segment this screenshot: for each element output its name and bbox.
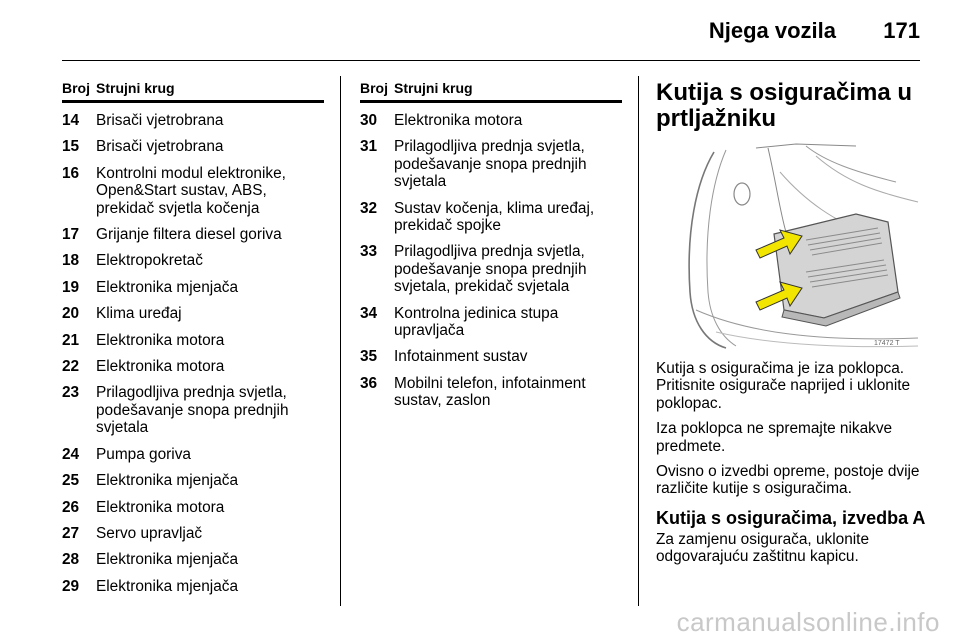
fuse-number: 33 [360,243,378,261]
fuse-circuit: Elektronika motora [96,331,225,349]
fuse-circuit: Sustav kočenja, klima uređaj, prekidač spojke [394,199,595,235]
table-row [62,551,324,568]
fuse-number: 20 [62,305,80,323]
fuse-circuit: Grijanje filtera diesel goriva [96,226,282,244]
fuse-number: 36 [360,374,378,392]
table-row [62,525,324,542]
fuse-number: 28 [62,551,80,569]
fuse-table-right [360,80,622,410]
paragraph: Za zamjenu osigurača, uklonite odgovarajuću zaštitnu kapicu. [656,530,870,566]
watermark: carmanualsonline.info [676,607,940,637]
fuse-number: 23 [62,384,80,402]
table-row [62,226,324,243]
table-row [62,138,324,155]
fuse-number: 30 [360,112,378,129]
table-row [62,384,324,436]
table-row [62,279,324,296]
fuse-number: 14 [62,112,80,129]
fuse-circuit: Prilagodljiva prednja svjetla, podešavanje snopa prednjih svjetala [394,138,587,191]
paragraph: Kutija s osiguračima je iza poklopca. Pritisnite osigurače naprijed i uklonite poklopac. [656,360,911,412]
fuse-circuit: Elektronika motora [96,358,225,376]
fuse-number: 22 [62,358,80,376]
fuse-number: 21 [62,331,80,349]
fuse-number: 15 [62,138,80,156]
fuse-circuit: Mobilni telefon, infotainment sustav, zaslon [394,374,586,410]
col-header-number: Broj [360,80,388,96]
fuse-number: 35 [360,348,378,366]
page-number: 171 [883,18,920,43]
table-row [360,243,622,295]
fuse-number: 32 [360,199,378,217]
table-row [62,578,324,595]
column-divider [340,76,341,606]
trunk-fusebox-illustration [656,142,920,350]
figure-label: 17472 T [874,340,900,347]
fuse-circuit: Kontrolna jedinica stupa upravljača [394,304,559,340]
section-title: Kutija s osiguračima u prtljažniku [656,79,913,132]
fuse-number: 26 [62,498,80,516]
table-row [360,112,622,129]
fuse-circuit: Kontrolni modul elektronike, Open&Start sustav, ABS, prekidač svjetla kočenja [96,164,286,217]
col-header-circuit: Strujni krug [394,80,473,96]
table-row [360,138,622,190]
subsection-title: Kutija s osiguračima, izvedba A [656,507,926,528]
table-row [360,348,622,365]
table-header [360,80,622,103]
fuse-number: 19 [62,278,80,296]
table-row [360,305,622,340]
fuse-circuit: Prilagodljiva prednja svjetla, podešavanje snopa prednjih svjetala, prekidač svjetala [394,243,587,296]
table-row [62,252,324,269]
fuse-circuit: Elektronika mjenjača [96,577,239,595]
table-row [62,165,324,217]
fuse-circuit: Elektronika mjenjača [96,551,239,569]
table-row [62,332,324,349]
fuse-circuit: Infotainment sustav [394,348,528,366]
fuse-circuit: Elektronika motora [96,498,225,516]
fuse-number: 17 [62,226,80,244]
table-row [62,112,324,129]
table-row [62,499,324,516]
fuse-number: 24 [62,445,80,463]
page-header-title: Njega vozila [708,18,836,43]
fuse-number: 18 [62,252,80,270]
fuse-number: 29 [62,577,80,595]
paragraph: Iza poklopca ne spremajte nikakve predmete. [656,420,893,455]
fusebox-section [656,80,926,574]
fuse-circuit: Klima uređaj [96,305,182,323]
fuse-circuit: Servo upravljač [96,524,203,542]
fuse-circuit: Prilagodljiva prednja svjetla, podešavanje snopa prednjih svjetala [96,384,289,437]
fuse-circuit: Pumpa goriva [96,445,191,463]
fuse-number: 27 [62,524,80,542]
table-row [62,358,324,375]
fuse-circuit: Brisači vjetrobrana [96,138,224,156]
fuse-circuit: Elektronika mjenjača [96,278,239,296]
fuse-number: 16 [62,164,80,182]
header-divider [62,60,920,61]
fuse-circuit: Brisači vjetrobrana [96,112,224,129]
fuse-circuit: Elektronika mjenjača [96,472,239,490]
col-header-circuit: Strujni krug [96,80,175,96]
col-header-number: Broj [62,80,90,96]
fuse-circuit: Elektropokretač [96,252,203,270]
table-header [62,80,324,103]
table-row [62,472,324,489]
paragraph: Ovisno o izvedbi opreme, postoje dvije različite kutije s osiguračima. [656,463,920,498]
table-row [360,200,622,235]
fuse-number: 34 [360,304,378,322]
fuse-circuit: Elektronika motora [394,112,523,129]
fuse-number: 25 [62,472,80,490]
table-row [62,305,324,322]
table-row [62,446,324,463]
fuse-table-left [62,80,324,595]
fuse-number: 31 [360,138,378,156]
table-row [360,375,622,410]
column-divider [638,76,639,606]
